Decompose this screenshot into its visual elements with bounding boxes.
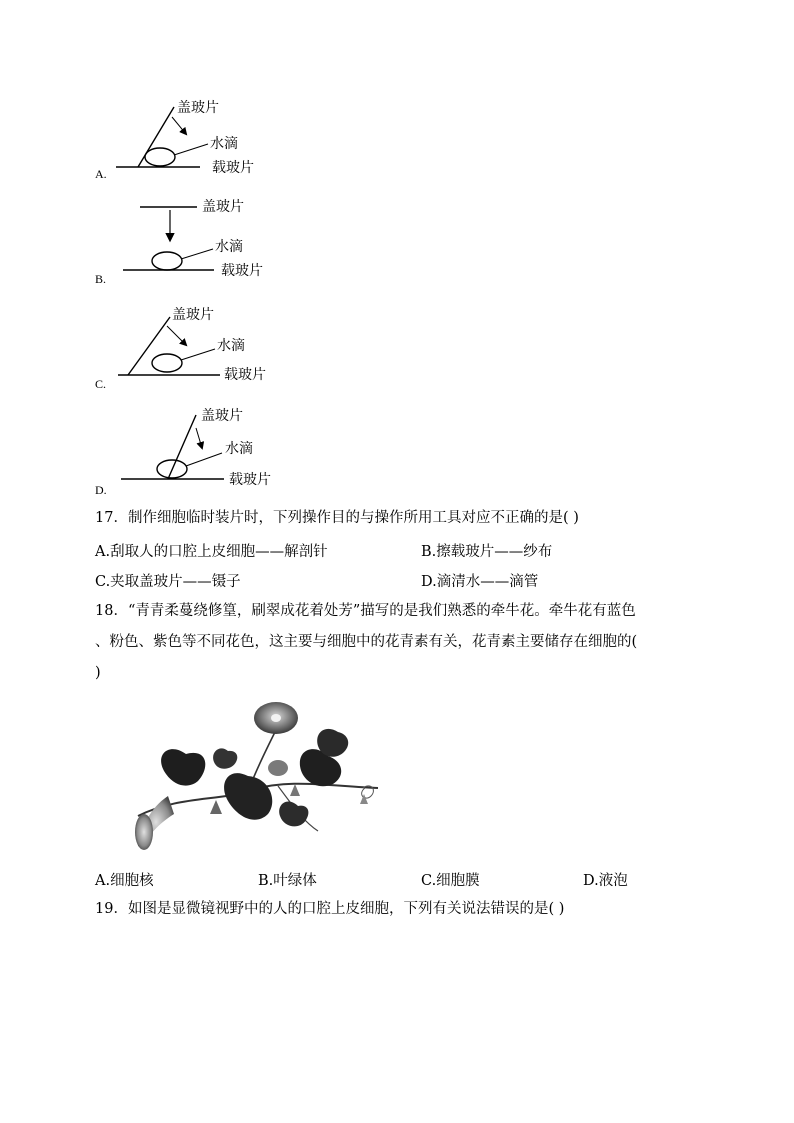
q18-option-d[interactable]: D.液泡 xyxy=(583,873,628,889)
label-cover-glass-d: 盖玻片 xyxy=(201,408,243,424)
q17-option-a[interactable]: A.刮取人的口腔上皮细胞——解剖针 xyxy=(95,544,328,560)
q18-stem-line-1: 18．“青青柔蔓绕修篁，刷翠成花着处芳”描写的是我们熟悉的牵牛花。牵牛花有蓝色 xyxy=(95,603,636,619)
q18-option-b[interactable]: B.叶绿体 xyxy=(258,873,317,889)
q17-option-c[interactable]: C.夹取盖玻片——镊子 xyxy=(95,574,241,590)
label-water-drop-c: 水滴 xyxy=(217,338,245,354)
q17-stem: 17．制作细胞临时装片时，下列操作目的与操作所用工具对应不正确的是( ) xyxy=(95,510,579,526)
label-cover-glass-c: 盖玻片 xyxy=(172,307,214,323)
morning-glory-image xyxy=(128,696,398,856)
diagram-d xyxy=(121,407,271,488)
label-cover-glass-b: 盖玻片 xyxy=(202,199,244,215)
q18-stem-line-3: ) xyxy=(95,665,101,681)
diagram-c xyxy=(118,306,266,383)
q18-stem-line-2: 、粉色、紫色等不同花色，这主要与细胞中的花青素有关，花青素主要储存在细胞的( xyxy=(95,634,638,650)
diagram-b xyxy=(123,198,263,279)
q16-option-c[interactable]: C. xyxy=(95,377,107,391)
diagram-a xyxy=(116,99,254,176)
q17-option-b[interactable]: B.擦载玻片——纱布 xyxy=(421,544,553,560)
q18-option-a[interactable]: A.细胞核 xyxy=(95,873,154,889)
label-slide-b: 载玻片 xyxy=(221,263,263,279)
q19-stem: 19．如图是显微镜视野中的人的口腔上皮细胞，下列有关说法错误的是( ) xyxy=(95,901,565,917)
label-water-drop-b: 水滴 xyxy=(215,239,243,255)
label-cover-glass-a: 盖玻片 xyxy=(177,100,219,116)
label-water-drop-d: 水滴 xyxy=(225,441,253,457)
q16-option-b[interactable]: B. xyxy=(95,272,107,286)
q17-option-d[interactable]: D.滴清水——滴管 xyxy=(421,574,539,590)
label-water-drop-a: 水滴 xyxy=(210,136,238,152)
label-slide-c: 载玻片 xyxy=(224,367,266,383)
q16-option-d[interactable]: D. xyxy=(95,483,107,497)
q18-option-c[interactable]: C.细胞膜 xyxy=(421,873,480,889)
label-slide-a: 载玻片 xyxy=(212,160,254,176)
label-slide-d: 载玻片 xyxy=(229,472,271,488)
q16-option-a[interactable]: A. xyxy=(95,167,107,181)
